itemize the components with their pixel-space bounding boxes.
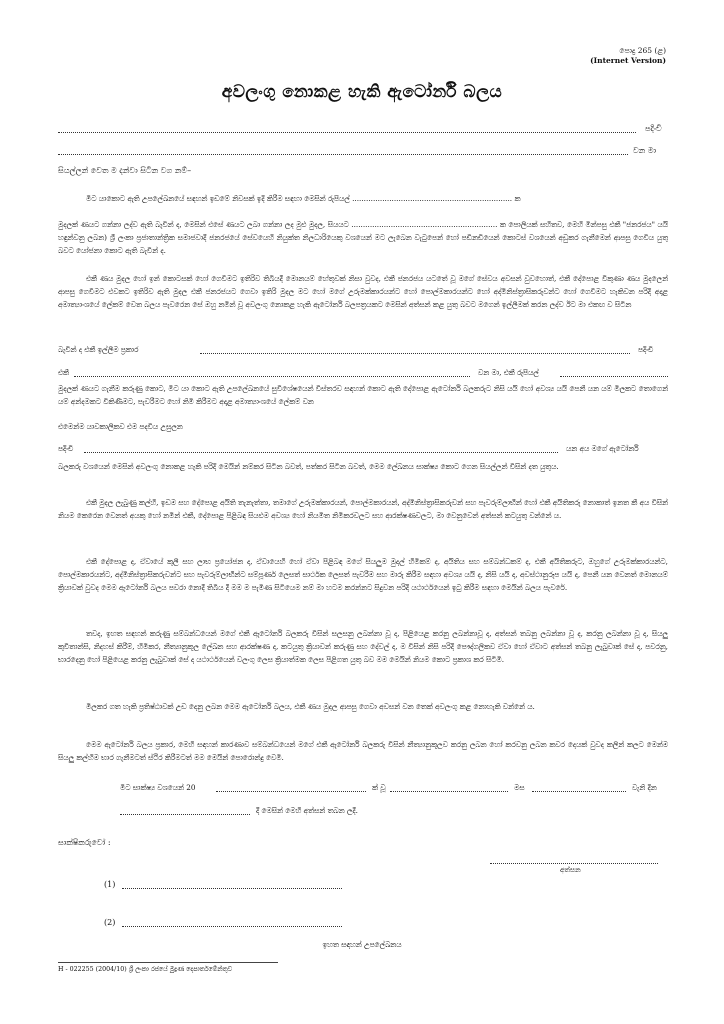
greeting: සියල්ලන් වෙත ම දන්වා සිටින වග නම්– <box>58 166 192 175</box>
line4-blank-1 <box>74 368 470 377</box>
date-month-blank <box>390 783 508 792</box>
form-number-block <box>590 46 666 66</box>
internet-version: (Internet Version) <box>590 56 666 65</box>
date-day-blank <box>532 783 626 792</box>
line6-suffix: යන අය මගේ ඇටෝර්නි <box>566 444 639 453</box>
line3-suffix: පදිංචි <box>638 345 654 354</box>
name-line-1 <box>58 124 636 133</box>
date-month: මස <box>514 783 525 792</box>
witnesses-label: සාක්ෂිකරුවෝ : <box>58 838 111 847</box>
line4-prefix: එකී <box>58 368 69 377</box>
line4-mid: වන මා, එකී රුපියල් <box>478 368 539 377</box>
paragraph-8: තවද, ඉහත සඳහන් කරුණු සම්බන්ධයෙන් මගේ එකී ඇටෝර්නි බලකරු විසින් සලසනු ලබන්නා වූ ද, පිළියෙළ කරනු ලබන්නාවූ ද, අත්සන් තබනු ලබන්නා වූ ද, කරනු ලබන්නා වූ ද, සියලු කුවිතාන්සි, නිදහස් කිරීම්, හිමිකර, නීත්‍යානුකූල ලේඛන සහ ආරක්ෂණ ද, කටයුතු ක්‍රියාවන් කරුණු සහ දේවල් ද, ම විසින් නිසි පරිදි පෞද්ගලිකව ඒවා හෝ ඒවාට අත්සන් තබනු ලැබුවාක් සේ ද, පවරනු, භාරදෙනු හෝ පිළියෙළ කරනු ලැබුවාක් සේ ද යථාර්ථයෙන් වලංගු ලෙස ක්‍රියාත්මක ලෙස පිළිගත යුතු බව මම මෙයින් නියම කොට ප්‍රකාශ කර සිටිමි. <box>58 629 668 665</box>
paragraph-1: මීට යාකොට ඇති උපලේඛනයේ සඳහන් ඉඩමේ නිවසක් ඉදි කිරීම සඳහා මෙසින් රුපියල් ..................................................................... ක <box>86 194 521 203</box>
schedule-label: ඉහත සඳහන් උපලේඛනය <box>322 940 402 949</box>
line3-blank <box>200 345 630 354</box>
signature-label: අත්සන <box>560 866 581 874</box>
paragraph-5: බලකරු වශයෙන් මෙසින් අවලංගු නොකළ හැකි පරිදි මෙයින් නම්කර සිටින බවත්, පත්කර සිටින බවත්, මෙම ලේඛනය සාක්ෂ්‍ය කොට ගෙන සියල්ලන් විසින් දත යුතුය. <box>58 462 559 471</box>
witness-2-label: (2) <box>104 918 116 927</box>
witness-1-line <box>122 880 342 889</box>
name-line-2 <box>58 146 628 155</box>
witness-1-label: (1) <box>104 880 116 889</box>
line2-suffix: වන මා <box>633 146 657 155</box>
signature-line <box>490 855 658 864</box>
date-k: ක් වූ <box>372 783 386 792</box>
witness-2-line <box>122 918 342 927</box>
line1-suffix: පදිංචි <box>645 124 662 133</box>
paragraph-6: එකී මුදල ලැබුණු කල්හි, ඉඩම සහ දේපොළ අයිති තැනැත්තා, තමාගේ උරුමක්කාරයන්, පොල්මකාරයන්, අද්මිනිස්ත්‍රාසිකරුවන් සහ පැවරුම්ලාභීන් හෝ එකී අයිතිකරු නොකාත් ඉනත කී අය විසින් නියම කෙරෙන වෙනත් අයකු හෝ නමින් එකී, දේපොළ පිළිබඳ සියළුම අවශ්‍ය හෝ නියමිත නිමිකරවලට සහ ආරක්ෂණවලට, මා වෙනුවෙන් අත්සන් කටයුතු වන්නේ ය. <box>58 498 668 521</box>
line5: එමෙන්ම යාවකාලිකව එම පදවිය උසුලන <box>58 422 183 431</box>
form-number: පොදු 265 (ළ) <box>619 46 666 55</box>
date-day: වැනි දින <box>632 783 657 792</box>
line6-blank <box>84 444 558 453</box>
date-year-blank <box>216 783 366 792</box>
paragraph-7: එකී දේපොළ ද, ඒවායේ කුලී සහ ලාභ ප්‍රයෝජන ද, ඒවායෙහි හෝ ඒවා පිළිබඳ මගේ සියලුම මුදල් හිමිකම් ද, අයිතිය සහ සම්බන්ධකම් ද, එකී අයිතිකරුට, ඔහුගේ උරුමක්කාරයන්ට, පොල්මකාරයන්ට, අද්මිනිස්ත්‍රාසිකරුවන්ට සහ පැවරුම්ලාභීන්ට සම්පූර්ණ ලෙසත් සාර්ථක ලෙසත් පැවරීම සහ මාරු කිරීම සඳහා අවශ්‍ය යයි ද, නිසි යයි ද, අවස්ථානුරූප යයි ද, පෙනී යන වෙනත් මොනයම් ක්‍රියාවක් වුවද මෙම ඇටෝර්නි බලය පවරා නොදී තිබිය දී මම ම පැමිණ සිටියෙම නම් මා හටම කරන්නට සිදුවන පරිදි යථාර්ථයෙන් ඉටු කිරීම සඳහා මෙයින් බලය පැවරේ. <box>58 557 668 593</box>
paragraph-10: මෙම ඇටෝර්නි බලය ප්‍රකාර, මෙහි සඳහන් කාරණාව සම්බන්ධයෙන් මගේ එකී ඇටෝර්නි බලකරු විසින් නීත්‍යානුකූලව කරනු ලබන හෝ කරවනු ලබන කවර දෙයක් වුවද කලින් කලට මෙන්ම සියලු කල්හිම භාර ගැනීමටත් ස්ථිර කිරීමටත් මම මෙයින් පොරොන්දු වෙමි. <box>58 740 668 763</box>
line6-prefix: පදිංචි <box>58 444 74 453</box>
date-prefix: මීට සාක්ෂ්‍ය වශයෙන් 20 <box>120 783 196 792</box>
place-blank <box>120 806 250 815</box>
paragraph-4: මුදලක් ණයට ගැනීම කරුණු කොට, මීට යා කොට ඇති උපලේඛනයේ සුවිශේෂයෙන් විස්තරව සඳහන් කොට ඇති දේපොළ ඇටෝර්නි බලකරුට නිසි යයි හෝ අවශ්‍ය යයි පෙනී යන යම් මිලකට තොගෙන් යම් අන්දමකට විකිණීමට, පැවරීමට හෝ නිමි කිරීමට අදාළ අමාත්‍යාංශයේ ලේකම් වන <box>58 384 668 407</box>
line3-prefix: බැවින් ද එකී ඉල්ලීම ප්‍රකාර <box>58 345 139 354</box>
paragraph-9: මිලකර ගත හැකි ප්‍රතිෂ්ඨාවක් උඩ දෙනු ලබන මෙම ඇටෝර්නි බලය, එකී ණය මුදල ආපසු ගෙවා අවසන් වන තෙක් අවලංගු කළ නොහැකි වන්නේ ය. <box>86 702 535 711</box>
signed-at: දී මෙසින් මෙහි අත්සන් තබන ලදී. <box>256 806 358 815</box>
paragraph-2: මුදලක් ණයට ගන්නා ලද්ව ඇති බැවින් ද, මෙසින් එසේ ණයට ලබා ගන්නා ලද මුළු මුදල, සියයට ............................................................... ක පොලියක් සහිතව, මෙහි මින්පසු එකී "ජනරජය" යයි හඳුන්වනු ලබන) ශ්‍රී ලංකා ප්‍රජාතාන්ත්‍රික සමාජවාදී ජනරජයේ සේවයෙහි නියුක්ත නිලධාරියෙකු වශයෙන් මට ලැබෙන වැටුපෙන් හෝ පඩිනඩියෙන් කොටස් වශයෙන් අඩුකර ගැනීමෙන් ආපසු ගෙවිය යුතු බවට යෝජනා කොට ඇති බැවින් ද. <box>58 220 668 256</box>
document-title: අවලංගු නොකළ හැකි ඇටෝර්නි බලය <box>221 82 503 102</box>
footer: H - 022255 (2004/10) ශ්‍රී ලංකා රජයේ මුද්‍රණ දෙපාර්තමේන්තුව <box>58 966 233 973</box>
footer-rule <box>58 962 278 963</box>
line4-blank-2 <box>560 368 668 377</box>
paragraph-3: එකී ණය මුදල හෝ ඉන් කොටසක් හෝ ගෙවීමට ඉතිරිව තිබියදී මොනයම් හේතුවක් නිසා වුවද, එකී ජනරජය යටතේ වූ මගේ සේවය අවසන් වුවහොත්, එකී දේපොළ විකුණා ණය මුදලෙන් ආපසු ගෙවීමට එවකට ඉතිරිව ඇති මුදල එකී ජනරජයට ගෙවා ඉතිරි මුදල මට හෝ මගේ උරුමක්කාරයන්ට හෝ පොල්මකාරයන්ට හෝ අද්මිනිස්ත්‍රාසිකරුවන්ට හෝ ගෙවීමට හැකිවන පරිදි අදාළ අමාත්‍යාංශයේ ලේකම් වෙත බලය පැවරෙන සේ ඔහු නමින් වූ අවලංගු නොකළ හැකි ඇටෝර්නි බලපත්‍රයකට මෙසින් අත්සන් කළ යුතු බවට මගෙන් ඉල්ලීමක් කරන ලද්ව ඊට මා එකඟ ව සිටින <box>58 274 668 310</box>
